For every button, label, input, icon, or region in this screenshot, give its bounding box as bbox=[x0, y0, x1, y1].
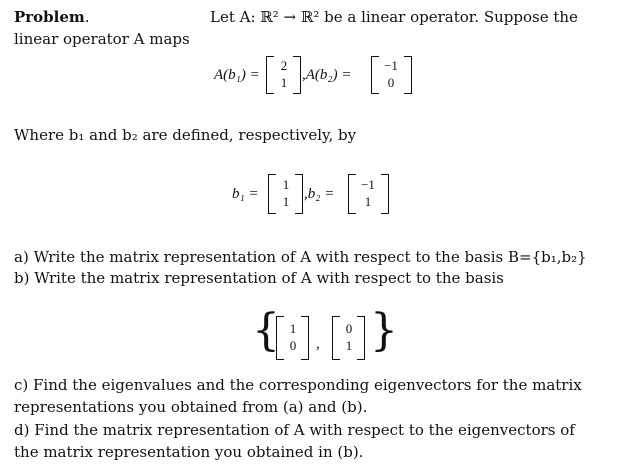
part-a: a) Write the matrix representation of A with respect to the basis B={b₁,b₂} bbox=[14, 248, 587, 266]
b2-right-bracket bbox=[381, 174, 389, 214]
part-b: b) Write the matrix representation of A with respect to the basis bbox=[14, 269, 504, 287]
std-basis-vector-2 bbox=[332, 316, 366, 360]
std-basis-vector-1 bbox=[276, 316, 310, 360]
intro-line-2: linear operator A maps bbox=[14, 30, 190, 48]
std-basis-separator: , bbox=[316, 336, 320, 352]
Ab2-right-bracket bbox=[404, 56, 412, 94]
Ab1-right-bracket bbox=[293, 56, 301, 94]
problem-heading-text: Problem bbox=[14, 8, 85, 26]
Ab1-vector bbox=[266, 56, 300, 94]
Ab2-label: ,A(b₂) = bbox=[302, 67, 352, 83]
b1-entry-bottom: 1 bbox=[282, 194, 290, 209]
Ab2-vector bbox=[371, 56, 411, 94]
set-left-brace: { bbox=[252, 305, 280, 356]
set-right-brace: } bbox=[370, 305, 398, 356]
std2-left-bracket bbox=[332, 316, 340, 360]
std2-entry-bottom: 1 bbox=[345, 338, 353, 353]
std1-right-bracket bbox=[301, 316, 309, 360]
b1-right-bracket bbox=[295, 174, 303, 214]
problem-heading bbox=[14, 8, 90, 27]
b1-vector bbox=[268, 174, 302, 214]
std1-entry-top: 1 bbox=[289, 321, 297, 336]
part-c-line-2: representations you obtained from (a) and (b). bbox=[14, 398, 368, 416]
b2-left-bracket bbox=[348, 174, 356, 214]
part-c-line-1: c) Find the eigenvalues and the corresponding eigenvectors for the matrix bbox=[14, 376, 582, 394]
b2-entry-top: −1 bbox=[361, 177, 375, 192]
b2-vector bbox=[348, 174, 388, 214]
Ab2-entry-bottom: 0 bbox=[387, 75, 395, 90]
problem-heading-period: . bbox=[84, 8, 90, 26]
b2-entry-bottom: 1 bbox=[364, 194, 372, 209]
part-d-line-2: the matrix representation you obtained in (b). bbox=[14, 443, 364, 461]
Ab2-entry-top: −1 bbox=[384, 58, 398, 73]
b2-label: ,b₂ = bbox=[304, 186, 335, 202]
std1-entry-bottom: 0 bbox=[289, 338, 297, 353]
Ab1-entry-top: 2 bbox=[280, 58, 288, 73]
intro-line-1: Let A: ℝ² → ℝ² be a linear operator. Suppose the bbox=[210, 8, 578, 26]
std1-left-bracket bbox=[276, 316, 284, 360]
b1-entry-top: 1 bbox=[282, 177, 290, 192]
Ab1-left-bracket bbox=[266, 56, 274, 94]
std2-entry-top: 0 bbox=[345, 321, 353, 336]
std2-right-bracket bbox=[357, 316, 365, 360]
Ab2-left-bracket bbox=[371, 56, 379, 94]
Ab1-entry-bottom: 1 bbox=[280, 75, 288, 90]
Ab1-label: A(b₁) = bbox=[214, 67, 260, 83]
where-line: Where b₁ and b₂ are defined, respectively, by bbox=[14, 126, 357, 144]
b1-left-bracket bbox=[268, 174, 276, 214]
b1-label: b₁ = bbox=[232, 186, 259, 202]
part-d-line-1: d) Find the matrix representation of A with respect to the eigenvectors of bbox=[14, 421, 575, 439]
